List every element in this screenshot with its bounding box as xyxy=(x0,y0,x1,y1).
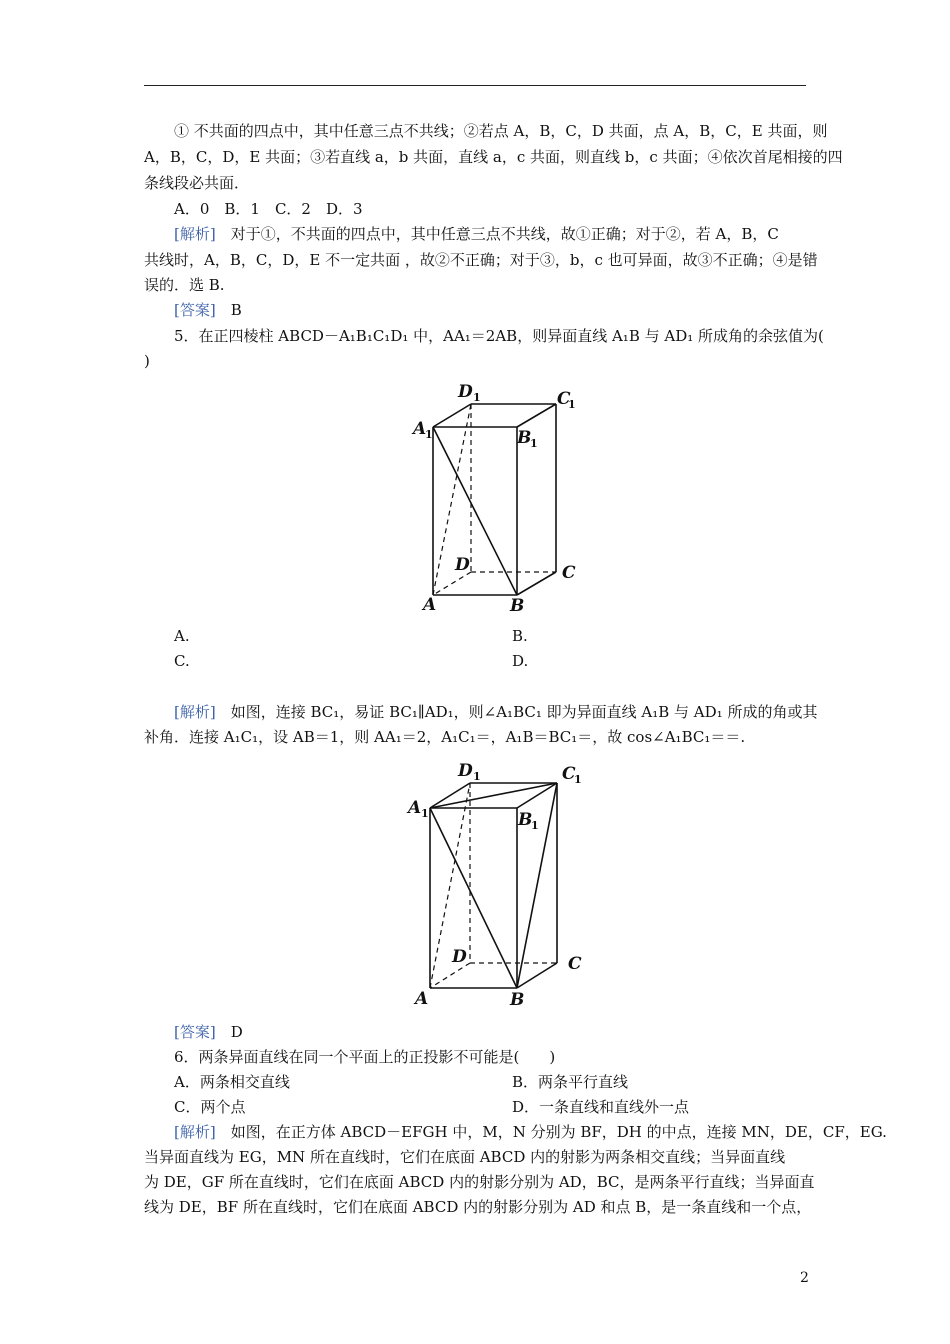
text-line: 当异面直线为 EG，MN 所在直线时，它们在底面 ABCD 内的射影为两条相交直线；当异面直线 xyxy=(144,1148,786,1166)
label-sub: 1 xyxy=(473,770,481,783)
label-a1: A xyxy=(408,798,422,818)
q5-option-c: C. xyxy=(174,652,190,670)
q5-answer-line xyxy=(174,1021,806,1043)
label-sub: 1 xyxy=(531,819,539,832)
label-c: C xyxy=(568,954,582,974)
q5-option-a: A. xyxy=(174,627,190,645)
analysis-tag: [解析] xyxy=(174,225,216,243)
text-line: ① 不共面的四点中，其中任意三点不共线；②若点 A，B，C，D 共面，点 A，B，C，E 共面，则 xyxy=(174,122,828,140)
q4-answer-line xyxy=(174,299,806,321)
label-sub: 1 xyxy=(425,428,433,441)
answer-tag: [答案] xyxy=(174,301,216,319)
diagonal-a1b xyxy=(433,427,517,595)
q6-analysis-line xyxy=(174,1121,887,1143)
analysis-text: 对于①，不共面的四点中，其中任意三点不共线，故①正确；对于②，若 A，B，C xyxy=(230,225,779,243)
edge xyxy=(517,963,557,988)
label-a: A xyxy=(415,989,429,1009)
label-c: C xyxy=(562,563,576,583)
diagonal-a1b xyxy=(430,808,517,988)
q6-stem: 6．两条异面直线在同一个平面上的正投影不可能是( ) xyxy=(174,1048,556,1066)
text-line: 共线时，A，B，C，D，E 不一定共面 ，故②不正确；对于③，b，c 也可异面，故③不正确；④是错 xyxy=(144,251,818,269)
text-line: 线为 DE，BF 所在直线时，它们在底面 ABCD 内的射影分别为 AD 和点 B，是一条直线和一个点， xyxy=(144,1198,812,1216)
q4-options: A．0 B．1 C．2 D．3 xyxy=(174,200,363,218)
label-b: B xyxy=(510,990,525,1010)
page-number: 2 xyxy=(800,1270,809,1286)
prism-figure-1 xyxy=(405,375,595,615)
label-c1: C xyxy=(562,764,576,784)
label-sub: 1 xyxy=(568,398,576,411)
hidden-edge xyxy=(433,572,471,595)
q5-stem: 5．在正四棱柱 ABCD－A₁B₁C₁D₁ 中，AA₁＝2AB，则异面直线 A₁B 与 AD₁ 所成角的余弦值为( xyxy=(174,327,824,345)
text-line: 误的．选 B. xyxy=(144,276,225,294)
label-c1: C xyxy=(557,389,571,409)
text-line: 补角．连接 A₁C₁，设 AB＝1，则 AA₁＝2，A₁C₁＝，A₁B＝BC₁＝，故 cos∠A₁BC₁＝＝. xyxy=(144,728,746,746)
prism-figure-2 xyxy=(400,755,595,1015)
label-d1: D xyxy=(458,382,473,402)
q6-option-d: D．一条直线和直线外一点 xyxy=(512,1098,690,1116)
q6-option-b: B．两条平行直线 xyxy=(512,1073,629,1091)
answer-value: D xyxy=(230,1023,243,1041)
q5-option-b: B. xyxy=(512,627,528,645)
edge xyxy=(433,404,471,427)
analysis-tag: [解析] xyxy=(174,1123,216,1141)
label-d: D xyxy=(452,947,467,967)
label-a: A xyxy=(423,595,437,615)
text-line: 条线段必共面． xyxy=(144,174,250,192)
header-rule xyxy=(144,85,806,86)
label-b1: B xyxy=(518,810,533,830)
answer-value: B xyxy=(230,301,242,319)
analysis-text: 如图，连接 BC₁，易证 BC₁∥AD₁，则∠A₁BC₁ 即为异面直线 A₁B 与 AD₁ 所成的角或其 xyxy=(230,703,818,721)
analysis-text: 如图，在正方体 ABCD－EFGH 中，M，N 分别为 BF，DH 的中点，连接 MN，DE，CF，EG. xyxy=(230,1123,887,1141)
q6-option-a: A．两条相交直线 xyxy=(174,1073,290,1091)
edge xyxy=(517,572,556,595)
label-b: B xyxy=(510,596,525,615)
answer-tag: [答案] xyxy=(174,1023,216,1041)
text-line: A，B，C，D，E 共面；③若直线 a，b 共面，直线 a，c 共面，则直线 b，c 共面；④依次首尾相接的四 xyxy=(144,148,843,166)
label-d: D xyxy=(455,555,470,575)
label-sub: 1 xyxy=(473,391,481,404)
label-sub: 1 xyxy=(421,807,429,820)
label-b1: B xyxy=(517,428,532,448)
q5-stem-end: ) xyxy=(144,352,150,370)
label-d1: D xyxy=(458,761,473,781)
edge xyxy=(517,404,556,427)
q4-analysis-line xyxy=(174,223,806,245)
q6-option-c: C．两个点 xyxy=(174,1098,246,1116)
q5-analysis-line xyxy=(174,701,818,723)
analysis-tag: [解析] xyxy=(174,703,216,721)
label-a1: A xyxy=(413,419,427,439)
text-line: 为 DE，GF 所在直线时，它们在底面 ABCD 内的射影分别为 AD，BC，是两条平行直线；当异面直 xyxy=(144,1173,815,1191)
q5-option-d: D. xyxy=(512,652,529,670)
label-sub: 1 xyxy=(574,773,582,786)
label-sub: 1 xyxy=(530,437,538,450)
